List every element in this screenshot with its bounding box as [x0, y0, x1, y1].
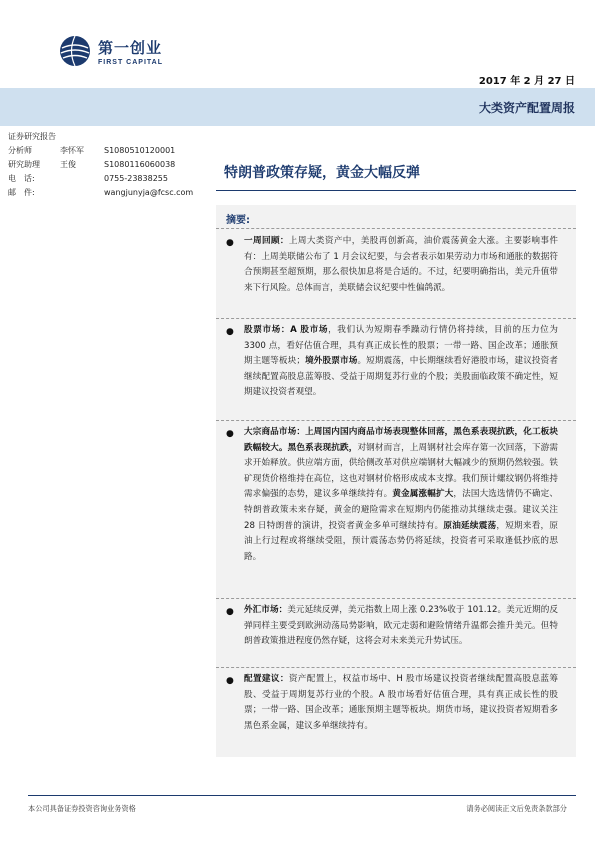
- email-link[interactable]: wangjunyja@fcsc.com: [104, 188, 194, 197]
- logo-cn-text: 第一创业: [98, 38, 163, 57]
- paragraph-text: ，法国大选选情仍不确定、特朗普政策未来存疑，黄金的避险需求在短期内仍能推动其继续走强。建议关注 28 日特朗普的演讲，投资者黄金多单可继续持有。: [244, 489, 558, 531]
- info-row: [8, 186, 208, 200]
- bullet-icon: ●: [226, 429, 234, 439]
- paragraph-commodities: [244, 425, 558, 565]
- info-value: 0755-23838255: [104, 174, 168, 183]
- company-logo: [58, 34, 163, 68]
- paragraph-text: ，我们认为短期春季躁动行情仍将持续，目前的压力位为 3300 点，看好估值合理，具有真正成长性的股票；一带一路、国企改革；通胀预期主题等板块；: [244, 325, 558, 367]
- paragraph-text: ，短期来看，原油上行过程或将继续受阻，预计震荡态势仍将延续，投资者可采取逢低抄底的思路。: [244, 520, 558, 562]
- report-date: 2017 年 2 月 27 日: [478, 76, 575, 87]
- footer-qualification: 本公司具备证券投资咨询业务资格: [28, 804, 136, 813]
- info-row: [8, 158, 208, 172]
- info-label: 邮 件:: [8, 188, 35, 197]
- abstract-label: 摘要:: [226, 215, 250, 226]
- paragraph-text: 美元延续反弹，美元指数上周上涨 0.23%收于 101.12。美元近期的反弹同样主要受到欧洲动荡局势影响，欧元走弱和避险情绪升温都会推升美元。但特朗普政策推进程度仍然存疑，这将会对未来美元升势试压。: [244, 605, 558, 647]
- paragraph-lead: 境外股票市场: [304, 356, 358, 367]
- paragraph-divider: [216, 598, 576, 599]
- paragraph-lead: 黄金属涨幅扩大: [392, 489, 454, 500]
- paragraph-lead: 配置建议：: [244, 674, 289, 684]
- info-value: S1080116060038: [104, 160, 176, 169]
- footer-divider: [28, 795, 576, 796]
- paragraph-text: 资产配置上，权益市场中、H 股市场建议投资者继续配置高股息蓝筹股、受益于周期复苏行业的个股。A 股市场看好估值合理，具有真正成长性的股票；一带一路、国企改革；通胀预期主题等板块。期货市场，建议投资者短期看多黑色系金属，建议多单继续持有。: [244, 674, 558, 731]
- info-label: 研究助理: [8, 160, 40, 169]
- bullet-icon: ●: [226, 238, 234, 248]
- paragraph-forex: [244, 603, 558, 650]
- paragraph-lead: 一周回顾：: [244, 236, 289, 246]
- info-value: S1080510120001: [104, 146, 176, 155]
- paragraph-lead: 股票市场：A 股市场: [244, 325, 329, 335]
- logo-en-text: FIRST CAPITAL: [98, 58, 163, 66]
- paragraph-stock-market: [244, 323, 558, 401]
- paragraph-text: 上周大类资产中，美股再创新高，油价震荡黄金大涨。主要影响事件有：上周美联储公布了 1 月会议纪要，与会者表示如果劳动力市场和通胀的数据符合预期甚至超预期，那么很快加息将是合适的。不过，纪要明确指出，美元升值带来下行风险。总体而言，美联储会议纪要中性偏鸽派。: [244, 236, 558, 293]
- title-divider: [216, 190, 576, 191]
- paragraph-divider: [216, 420, 576, 421]
- paragraph-lead: 原油延续震荡: [443, 520, 497, 531]
- paragraph-allocation: [244, 672, 558, 734]
- globe-logo-icon: [58, 34, 92, 68]
- paragraph-divider: [216, 318, 576, 319]
- paragraph-lead: 大宗商品市场：上周国内国内商品市场表现整体回落，黑色系表现抗跌，化工板块跌幅较大。黑色系表现抗跌，: [244, 427, 558, 453]
- bullet-icon: ●: [226, 676, 234, 686]
- info-label: 电 话:: [8, 174, 35, 183]
- analyst-info: [8, 130, 208, 200]
- bullet-icon: ●: [226, 607, 234, 617]
- info-name: [60, 172, 104, 186]
- info-row: [8, 172, 208, 186]
- info-name: [60, 186, 104, 200]
- info-label: 分析师: [8, 146, 32, 155]
- paragraph-text: 对钢材而言，上周钢材社会库存第一次回落，下游需求开始释放。供应端方面，供给侧改革对供应端钢材大幅减少的预期仍然较强。铁矿现货价格维持在高位，这也对钢材价格形成成本支撑。我们预计螺纹钢仍将维持需求偏强的态势，建议多单继续持有。: [244, 442, 558, 500]
- paragraph-weekly-review: [244, 234, 558, 296]
- bullet-icon: ●: [226, 327, 234, 337]
- paragraph-lead: 外汇市场：: [244, 605, 288, 615]
- report-title: 特朗普政策存疑，黄金大幅反弹: [224, 165, 420, 181]
- info-row: [8, 144, 208, 158]
- report-category: 大类资产配置周报: [478, 101, 575, 115]
- report-type: 证券研究报告: [8, 132, 56, 141]
- info-name: 王俊: [60, 160, 76, 169]
- paragraph-divider: [216, 667, 576, 668]
- footer-disclaimer: 请务必阅读正文后免责条款部分: [466, 804, 567, 813]
- paragraph-text: 。短期震荡，中长期继续看好港股市场，建议投资者继续配置高股息蓝筹股、受益于周期复苏行业的个股；美股面临政策不确定性，短期建议投资者观望。: [244, 356, 558, 398]
- info-name: 李怀军: [60, 146, 84, 155]
- abstract-divider: [216, 228, 576, 229]
